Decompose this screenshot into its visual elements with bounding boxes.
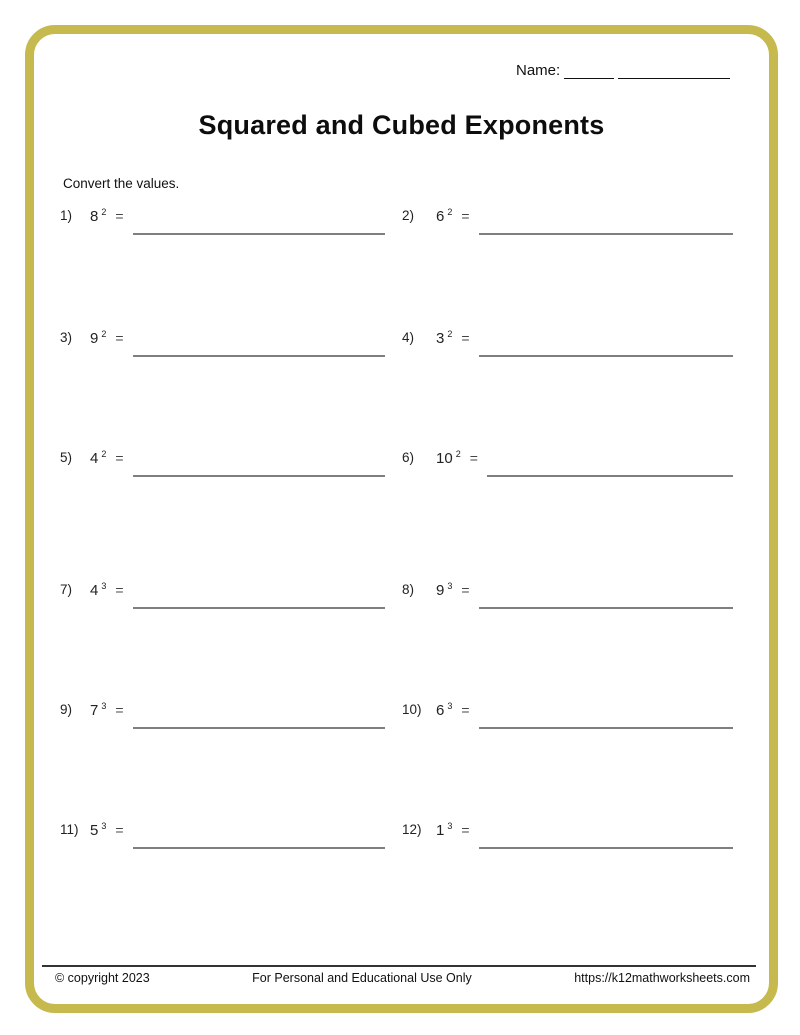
problem-number: 3) xyxy=(60,330,73,345)
exponent: 2 xyxy=(101,207,107,217)
problem-item xyxy=(60,700,385,736)
problem-item xyxy=(60,820,385,856)
problem-number: 11) xyxy=(60,822,79,837)
exponent: 3 xyxy=(447,581,453,591)
answer-blank xyxy=(479,206,733,235)
problem-item xyxy=(402,328,733,364)
website-url: https://k12mathworksheets.com xyxy=(574,971,750,985)
base-number: 6 xyxy=(436,208,445,225)
exponent: 2 xyxy=(101,329,107,339)
worksheet-page xyxy=(25,25,778,1013)
equals-sign: = xyxy=(115,582,124,598)
problem-item xyxy=(60,328,385,364)
base-number: 1 xyxy=(436,822,445,839)
problem-number: 10) xyxy=(402,702,422,717)
problem-number: 8) xyxy=(402,582,415,597)
problem-item xyxy=(402,820,733,856)
problem-number: 7) xyxy=(60,582,73,597)
answer-blank xyxy=(479,820,733,849)
exponent: 2 xyxy=(447,329,453,339)
equals-sign: = xyxy=(115,702,124,718)
problem-item xyxy=(402,448,733,484)
name-row xyxy=(516,62,730,79)
footer-divider xyxy=(42,965,756,967)
equals-sign: = xyxy=(115,450,124,466)
problem-expression xyxy=(436,820,452,839)
base-number: 6 xyxy=(436,702,445,719)
problem-item xyxy=(60,448,385,484)
answer-blank xyxy=(133,328,385,357)
problem-expression xyxy=(90,328,106,347)
problem-number: 5) xyxy=(60,450,73,465)
equals-sign: = xyxy=(115,330,124,346)
problem-expression xyxy=(436,580,452,599)
answer-blank xyxy=(133,580,385,609)
answer-blank xyxy=(479,328,733,357)
base-number: 4 xyxy=(90,582,99,599)
base-number: 9 xyxy=(90,330,99,347)
problem-item xyxy=(60,206,385,242)
answer-blank xyxy=(133,820,385,849)
base-number: 9 xyxy=(436,582,445,599)
exponent: 3 xyxy=(447,701,453,711)
instructions-text: Convert the values. xyxy=(63,176,180,191)
problem-expression xyxy=(436,328,452,347)
name-blank-line xyxy=(564,63,614,79)
exponent: 2 xyxy=(447,207,453,217)
problem-expression xyxy=(90,448,106,467)
problem-expression xyxy=(90,206,106,225)
problem-item xyxy=(60,580,385,616)
answer-blank xyxy=(133,448,385,477)
problem-item xyxy=(402,206,733,242)
problem-expression xyxy=(90,580,106,599)
equals-sign: = xyxy=(461,822,470,838)
exponent: 3 xyxy=(447,821,453,831)
problem-expression xyxy=(436,206,452,225)
base-number: 10 xyxy=(436,450,453,467)
answer-blank xyxy=(133,206,385,235)
equals-sign: = xyxy=(461,208,470,224)
name-label: Name: xyxy=(516,62,561,79)
answer-blank xyxy=(479,580,733,609)
equals-sign: = xyxy=(115,208,124,224)
equals-sign: = xyxy=(461,582,470,598)
exponent: 3 xyxy=(101,701,107,711)
problem-item xyxy=(402,580,733,616)
equals-sign: = xyxy=(469,450,478,466)
exponent: 2 xyxy=(455,449,461,459)
problem-number: 4) xyxy=(402,330,415,345)
problem-number: 2) xyxy=(402,208,415,223)
problem-number: 6) xyxy=(402,450,415,465)
answer-blank xyxy=(133,700,385,729)
problem-expression xyxy=(90,820,106,839)
base-number: 8 xyxy=(90,208,99,225)
problem-number: 12) xyxy=(402,822,422,837)
base-number: 3 xyxy=(436,330,445,347)
answer-blank xyxy=(479,700,733,729)
problem-expression xyxy=(436,448,461,467)
base-number: 4 xyxy=(90,450,99,467)
equals-sign: = xyxy=(461,702,470,718)
problem-item xyxy=(402,700,733,736)
problem-number: 9) xyxy=(60,702,73,717)
equals-sign: = xyxy=(461,330,470,346)
problem-number: 1) xyxy=(60,208,73,223)
base-number: 7 xyxy=(90,702,99,719)
name-blank-line xyxy=(618,63,730,79)
exponent: 3 xyxy=(101,821,107,831)
equals-sign: = xyxy=(115,822,124,838)
answer-blank xyxy=(487,448,733,477)
copyright-text: © copyright 2023 xyxy=(55,971,150,985)
usage-text: For Personal and Educational Use Only xyxy=(252,971,472,985)
exponent: 3 xyxy=(101,581,107,591)
problem-expression xyxy=(90,700,106,719)
page-title: Squared and Cubed Exponents xyxy=(198,110,605,140)
base-number: 5 xyxy=(90,822,99,839)
problem-expression xyxy=(436,700,452,719)
exponent: 2 xyxy=(101,449,107,459)
footer xyxy=(42,971,756,985)
